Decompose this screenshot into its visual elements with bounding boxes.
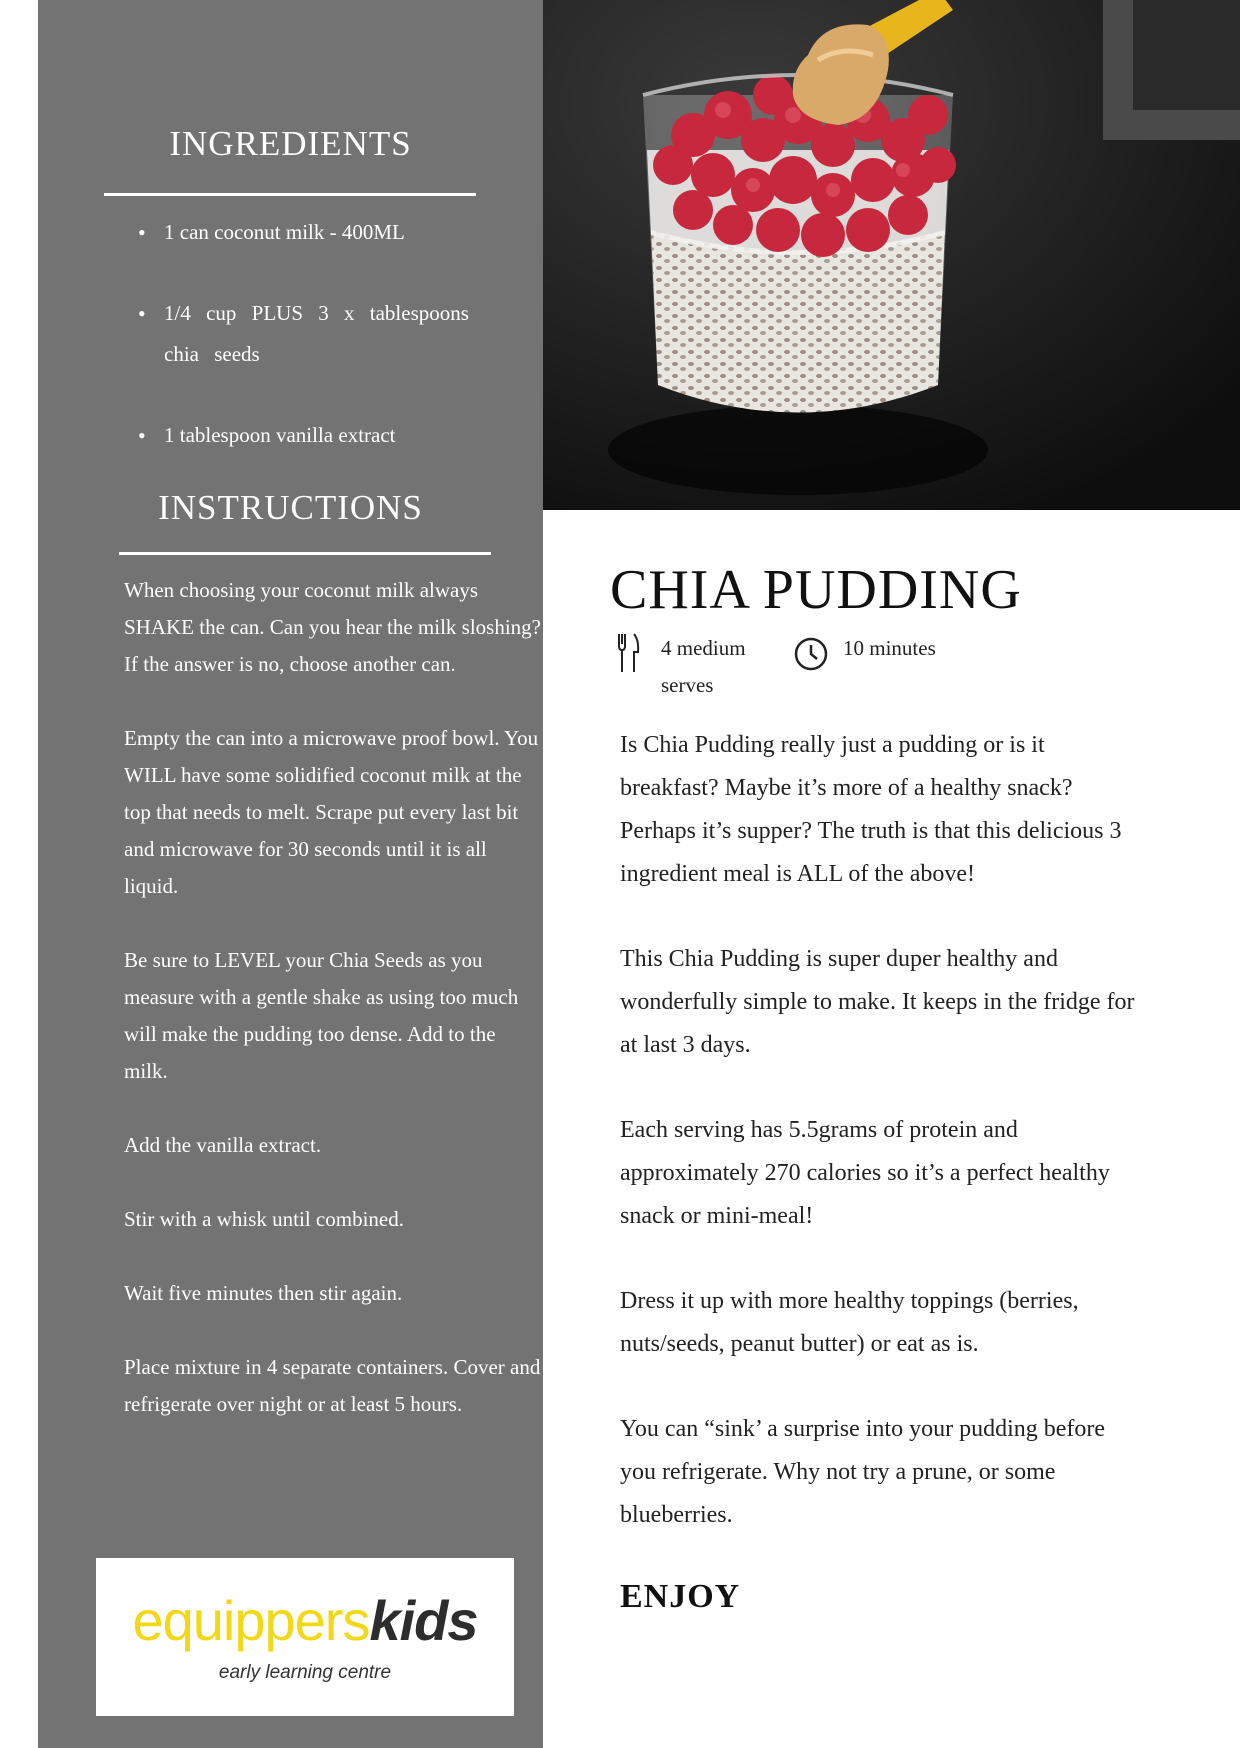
description-paragraph: Each serving has 5.5grams of protein and approximately 270 calories so it’s a perfect healthy snack or mini-meal! <box>620 1117 1110 1229</box>
instruction-step: Stir with a whisk until combined. <box>124 1207 404 1231</box>
pudding-photo-illustration <box>543 0 1240 510</box>
instruction-step: Empty the can into a microwave proof bowl. You WILL have some solidified coconut milk at the top that needs to melt. Scrape put every last bit and microwave for 30 seconds until it is all liquid. <box>124 726 539 898</box>
sidebar <box>38 0 543 1748</box>
closing-text: ENJOY <box>620 1578 741 1615</box>
clock-icon <box>793 636 829 672</box>
time-text: 10 minutes <box>843 636 936 660</box>
description-paragraph: You can “sink’ a surprise into your pudding before you refrigerate. Why not try a prune, or some blueberries. <box>620 1416 1106 1528</box>
logo-wordmark <box>96 1588 514 1653</box>
instruction-step: Place mixture in 4 separate containers. Cover and refrigerate over night or at least 5 hours. <box>124 1355 541 1416</box>
bullet-icon: • <box>138 423 146 448</box>
brand-logo <box>96 1558 514 1716</box>
logo-word-kids: kids <box>369 1589 478 1652</box>
logo-word-equippers: equippers <box>132 1589 370 1652</box>
instruction-step: When choosing your coconut milk always SHAKE the can. Can you hear the milk sloshing? If the answer is no, choose another can. <box>124 578 542 676</box>
instruction-step: Add the vanilla extract. <box>124 1133 322 1157</box>
serves-icon <box>616 632 640 674</box>
description-paragraph: Dress it up with more healthy toppings (berries, nuts/seeds, peanut butter) or eat as is. <box>620 1288 1079 1357</box>
ingredients-heading: INGREDIENTS <box>169 124 412 163</box>
recipe-description <box>620 724 1140 1579</box>
recipe-title: CHIA PUDDING <box>610 559 1022 621</box>
bullet-icon: • <box>138 220 146 245</box>
instructions-heading: INSTRUCTIONS <box>158 488 423 527</box>
description-paragraph: Is Chia Pudding really just a pudding or is it breakfast? Maybe it’s more of a healthy snack? Perhaps it’s supper? The truth is that this delicious 3 ingredient meal is ALL of the above! <box>620 732 1122 887</box>
description-paragraph: This Chia Pudding is super duper healthy and wonderfully simple to make. It keeps in the fridge for at last 3 days. <box>620 946 1135 1058</box>
instructions-divider <box>119 552 491 555</box>
serves-text: 4 medium serves <box>661 636 746 697</box>
ingredient-item: • 1 can coconut milk - 400ML <box>138 212 518 253</box>
ingredients-divider <box>104 193 476 196</box>
bullet-icon: • <box>138 301 146 326</box>
ingredient-item: • 1 tablespoon vanilla extract <box>138 415 518 456</box>
ingredient-item: • 1/4 cup PLUS 3 x tablespoons chia seeds <box>138 293 518 375</box>
logo-tagline: early learning centre <box>218 1662 392 1683</box>
instruction-step: Be sure to LEVEL your Chia Seeds as you measure with a gentle shake as using too much will make the pudding too dense. Add to the milk. <box>124 948 519 1083</box>
pudding-photo <box>543 0 1240 510</box>
instruction-step: Wait five minutes then stir again. <box>124 1281 403 1305</box>
instructions-list <box>124 572 544 1460</box>
ingredients-list <box>138 212 518 496</box>
